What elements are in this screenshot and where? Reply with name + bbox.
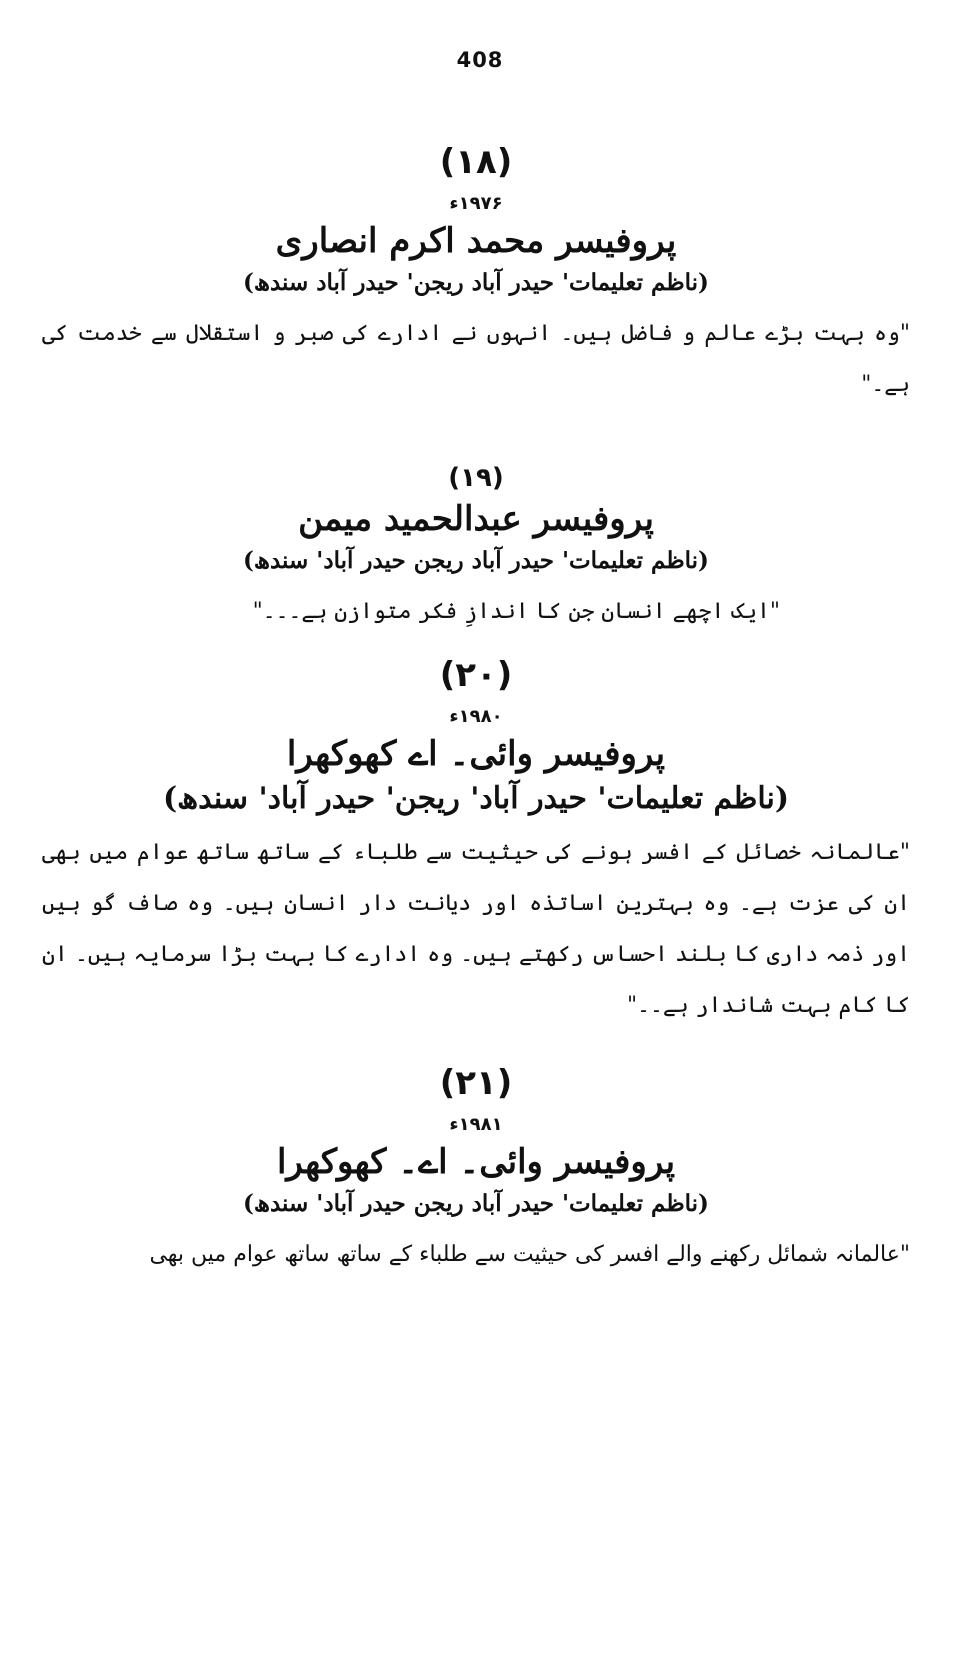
- entry-title: (ناظم تعلیمات' حیدر آباد ریجن حیدر آباد' سندھ): [243, 547, 709, 574]
- entry-number: (۲۱): [439, 1063, 513, 1103]
- entry-quote: "ایک اچھے انسان جن کا اندازِ فکر متوازن ہے۔۔۔": [252, 599, 780, 624]
- spacer: [42, 410, 910, 460]
- entry-name: پروفیسر وائی۔ اے۔ کھوکھرا: [276, 1142, 676, 1182]
- entry-year: ۱۹۸۱ء: [449, 1114, 503, 1135]
- entries-list: [42, 138, 910, 1280]
- entry-19: [42, 460, 910, 637]
- spacer: [42, 637, 910, 651]
- entry-year: ۱۹۸۰ء: [449, 706, 503, 727]
- entry-title: (ناظم تعلیمات' حیدر آباد ریجن حیدر آباد' سندھ): [243, 1190, 709, 1217]
- entry-title: (ناظم تعلیمات' حیدر آباد ریجن' حیدر آباد سندھ): [243, 269, 709, 296]
- entry-20: [42, 651, 910, 1031]
- entry-number: (۱۹): [448, 463, 504, 493]
- entry-title: (ناظم تعلیمات' حیدر آباد' ریجن' حیدر آباد' سندھ): [162, 781, 790, 816]
- entry-number: (۲۰): [439, 655, 513, 695]
- entry-name: پروفیسر عبدالحمید میمن: [298, 499, 654, 539]
- entry-21: [42, 1059, 910, 1280]
- entry-quote: "عالمانہ خصائل کے افسر ہونے کی حیثیت سے طلباء کے ساتھ ساتھ عوام میں بھی ان کی عزت ہے۔ وہ بہترین اساتذہ اور دیانت دار انسان ہیں۔ وہ صاف گو ہیں اور ذمہ داری کا بلند احساس رکھتے ہیں۔ وہ ادارے کا بہت بڑا سرمایہ ہیں۔ ان کا کام بہت شاندار ہے۔۔": [42, 840, 910, 1018]
- entry-name: پروفیسر وائی۔ اے کھوکھرا: [286, 734, 666, 774]
- entry-name: پروفیسر محمد اکرم انصاری: [275, 221, 677, 261]
- entry-number: (۱۸): [439, 142, 513, 182]
- entry-quote: "وہ بہت بڑے عالم و فاضل ہیں۔ انہوں نے ادارے کی صبر و استقلال سے خدمت کی ہے۔": [42, 321, 910, 397]
- entry-year: ۱۹۷۶ء: [449, 193, 503, 214]
- page-number: 408: [456, 48, 504, 72]
- entry-18: [42, 138, 910, 410]
- entry-quote: "عالمانہ شمائل رکھنے والے افسر کی حیثیت سے طلباء کے ساتھ ساتھ عوام میں بھی: [149, 1242, 910, 1267]
- spacer: [42, 1031, 910, 1059]
